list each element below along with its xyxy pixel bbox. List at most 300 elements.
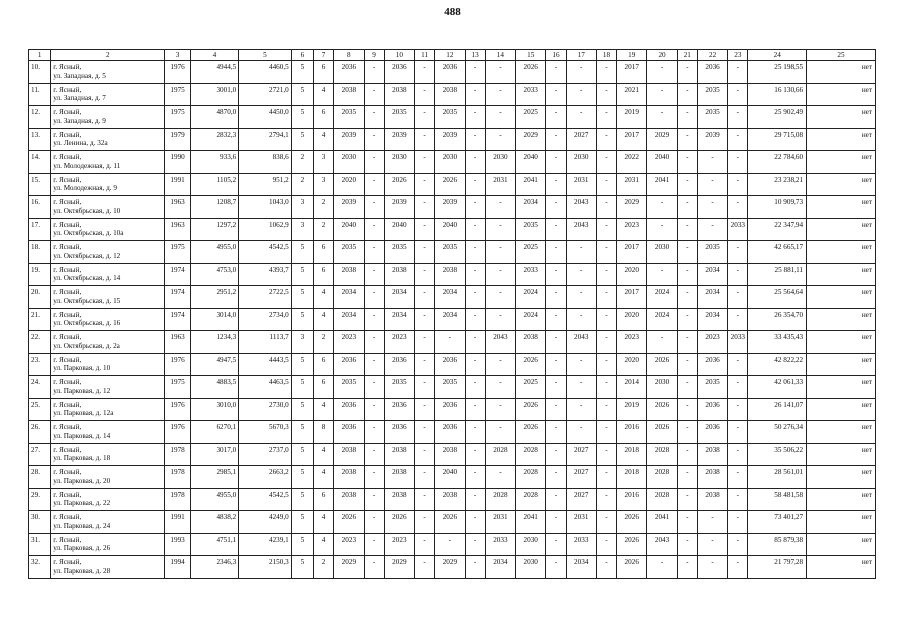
cell-value: - <box>686 310 689 319</box>
cell-value: - <box>686 85 689 94</box>
table-cell <box>51 151 165 174</box>
row-number: 16. <box>31 198 40 206</box>
table-cell <box>29 488 51 511</box>
table-cell <box>165 466 190 489</box>
table-cell <box>465 533 485 556</box>
table-cell <box>29 398 51 421</box>
cell-value: нет <box>861 175 872 184</box>
cell-value: 2040 <box>442 468 458 476</box>
table-cell <box>596 533 616 556</box>
table-cell <box>596 83 616 106</box>
cell-value: - <box>686 333 689 341</box>
cell-value: - <box>736 243 740 251</box>
table-cell <box>596 218 616 241</box>
cell-value: 25 198,55 <box>774 63 804 71</box>
table-cell <box>239 466 292 489</box>
cell-value: 2038 <box>523 333 538 341</box>
table-cell <box>291 398 313 421</box>
cell-value: 2038 <box>392 490 407 499</box>
cell-value: 2036 <box>392 423 407 431</box>
cell-value: 2023 <box>624 333 639 341</box>
cell-value: - <box>473 288 477 296</box>
table-cell <box>291 443 313 466</box>
cell-value: 933,6 <box>220 153 237 161</box>
table-cell <box>516 173 546 196</box>
row-number: 18. <box>31 243 40 251</box>
cell-value: 2034 <box>442 288 458 296</box>
cell-value: нет <box>861 198 872 206</box>
table-cell <box>728 376 748 399</box>
table-cell <box>748 128 807 151</box>
cell-value: - <box>499 265 502 274</box>
table-cell <box>807 128 876 151</box>
cell-value: - <box>580 310 583 319</box>
table-cell <box>807 511 876 534</box>
cell-value: - <box>736 288 740 296</box>
cell-value: 2025 <box>523 378 538 386</box>
table-cell <box>29 173 51 196</box>
table-cell <box>677 263 697 286</box>
table-cell <box>677 286 697 309</box>
address-street: ул. Парковая, д. 24 <box>53 521 111 530</box>
table-cell <box>596 196 616 219</box>
table-cell <box>728 83 748 106</box>
table-cell <box>516 376 546 399</box>
table-cell <box>546 263 566 286</box>
cell-value: 5 <box>300 445 305 454</box>
address-city: г. Ясный, <box>53 333 82 341</box>
table-cell <box>51 331 165 354</box>
table-cell <box>29 511 51 534</box>
address-street: ул. Ленина, д. 32а <box>53 139 108 148</box>
cell-value: 2027 <box>574 468 589 476</box>
cell-value: нет <box>861 468 872 476</box>
cell-value: 3 <box>300 333 305 341</box>
cell-value: 2038 <box>392 85 407 94</box>
cell-value: 2029 <box>392 558 407 566</box>
table-cell <box>566 353 596 376</box>
cell-value: - <box>372 333 376 341</box>
table-cell <box>465 443 485 466</box>
address-street: ул. Западная, д. 9 <box>53 116 106 125</box>
cell-value: 2020 <box>341 175 357 184</box>
address-street: ул. Парковая, д. 12 <box>53 386 111 395</box>
table-cell <box>165 488 190 511</box>
cell-value: - <box>554 63 558 71</box>
table-cell <box>165 286 190 309</box>
table-cell <box>566 331 596 354</box>
cell-value: 2951,2 <box>216 288 237 296</box>
table-cell <box>546 218 566 241</box>
table-cell <box>165 173 190 196</box>
cell-value: - <box>554 243 558 251</box>
cell-value: - <box>660 558 664 566</box>
table-cell <box>566 376 596 399</box>
table-cell <box>239 308 292 331</box>
cell-value: - <box>423 265 426 274</box>
cell-value: - <box>686 378 689 386</box>
cell-value: 1976 <box>170 423 185 431</box>
cell-value: 1975 <box>170 243 185 251</box>
cell-value: 2023 <box>392 535 407 544</box>
address-street: ул. Парковая, д. 18 <box>53 454 111 463</box>
cell-value: - <box>423 310 426 319</box>
table-cell <box>807 443 876 466</box>
cell-value: 2794,1 <box>268 130 289 139</box>
table-cell <box>435 106 465 129</box>
cell-value: 2036 <box>705 355 720 364</box>
cell-value: 2043 <box>654 535 670 544</box>
table-cell <box>165 443 190 466</box>
table-cell <box>29 128 51 151</box>
table-cell <box>415 331 435 354</box>
cell-value: 4870,0 <box>216 108 237 116</box>
table-cell <box>313 511 333 534</box>
cell-value: - <box>736 490 740 499</box>
table-cell <box>435 308 465 331</box>
cell-value: - <box>605 108 608 116</box>
cell-value: 2038 <box>392 265 407 274</box>
cell-value: 2035 <box>392 108 407 116</box>
table-cell <box>485 83 515 106</box>
cell-value: 1976 <box>170 355 185 364</box>
table-cell <box>239 533 292 556</box>
table-cell <box>239 218 292 241</box>
table-cell <box>677 511 697 534</box>
cell-value: 2023 <box>705 333 720 341</box>
cell-value: - <box>554 310 558 319</box>
cell-value: 2035 <box>392 378 407 386</box>
table-cell <box>546 466 566 489</box>
cell-value: 5 <box>300 378 305 386</box>
table-cell <box>485 308 515 331</box>
cell-value: 25 902,49 <box>774 108 804 116</box>
column-header: 6 <box>291 50 313 61</box>
table-cell <box>516 488 546 511</box>
table-cell <box>516 196 546 219</box>
cell-value: - <box>473 153 477 161</box>
cell-value: 1976 <box>170 63 185 71</box>
table-cell <box>697 556 727 579</box>
cell-value: - <box>473 108 477 116</box>
cell-value: - <box>686 535 689 544</box>
cell-value: 10 909,73 <box>774 198 804 206</box>
cell-value: - <box>372 310 376 319</box>
cell-value: 2043 <box>493 333 508 341</box>
cell-value: - <box>686 423 689 431</box>
cell-value: 2028 <box>493 445 508 454</box>
cell-value: 2033 <box>730 220 745 229</box>
table-cell <box>697 398 727 421</box>
table-cell <box>596 331 616 354</box>
cell-value: - <box>711 513 714 521</box>
table-cell <box>364 308 384 331</box>
cell-value: 2035 <box>341 108 357 116</box>
table-row <box>29 511 876 534</box>
table-cell <box>364 533 384 556</box>
table-cell <box>415 488 435 511</box>
cell-value: - <box>473 310 477 319</box>
table-cell <box>677 241 697 264</box>
cell-value: - <box>605 333 608 341</box>
table-cell <box>165 421 190 444</box>
cell-value: 1978 <box>170 490 185 499</box>
cell-value: 838,6 <box>272 153 289 161</box>
cell-value: 2034 <box>705 265 720 274</box>
cell-value: - <box>372 85 376 94</box>
cell-value: - <box>423 220 426 229</box>
table-cell <box>313 263 333 286</box>
cell-value: - <box>660 220 664 229</box>
table-cell <box>617 511 647 534</box>
cell-value: - <box>423 108 426 116</box>
cell-value: - <box>580 400 583 409</box>
cell-value: - <box>499 378 502 386</box>
table-cell <box>415 128 435 151</box>
table-cell <box>596 511 616 534</box>
table-cell <box>647 173 677 196</box>
cell-value: - <box>605 175 608 184</box>
cell-value: 4443,5 <box>268 355 289 364</box>
table-cell <box>516 556 546 579</box>
table-cell <box>435 421 465 444</box>
cell-value: 4 <box>321 445 326 454</box>
cell-value: - <box>499 63 502 71</box>
table-cell <box>647 421 677 444</box>
table-cell <box>516 308 546 331</box>
table-cell <box>647 106 677 129</box>
table-cell <box>465 128 485 151</box>
table-cell <box>29 421 51 444</box>
table-cell <box>190 331 239 354</box>
table-cell <box>807 376 876 399</box>
table-row <box>29 218 876 241</box>
table-cell <box>485 376 515 399</box>
cell-value: 25 881,11 <box>774 265 804 274</box>
table-cell <box>364 398 384 421</box>
table-cell <box>647 556 677 579</box>
table-cell <box>415 61 435 84</box>
table-cell <box>415 241 435 264</box>
table-cell <box>291 218 313 241</box>
table-cell <box>677 128 697 151</box>
table-cell <box>291 196 313 219</box>
cell-value: 2018 <box>624 468 639 476</box>
table-cell <box>334 83 364 106</box>
table-cell <box>384 466 414 489</box>
table-cell <box>647 241 677 264</box>
cell-value: - <box>736 378 740 386</box>
cell-value: 2033 <box>523 85 538 94</box>
row-number: 29. <box>31 490 40 499</box>
cell-value: 5 <box>300 310 305 319</box>
cell-value: 2038 <box>442 445 458 454</box>
address-street: ул. Октябрьская, д. 10а <box>53 229 124 238</box>
cell-value: нет <box>861 220 872 229</box>
table-cell <box>647 308 677 331</box>
cell-value: - <box>605 378 608 386</box>
cell-value: 5 <box>300 468 305 476</box>
column-header: 22 <box>697 50 727 61</box>
address-street: ул. Парковая, д. 28 <box>53 566 111 575</box>
cell-value: 6270,1 <box>216 423 237 431</box>
table-cell <box>728 421 748 444</box>
row-number: 15. <box>31 175 40 184</box>
cell-value: - <box>473 400 477 409</box>
table-cell <box>807 106 876 129</box>
table-body <box>29 61 876 579</box>
cell-value: 2034 <box>705 288 720 296</box>
table-cell <box>51 466 165 489</box>
cell-value: 4542,5 <box>268 490 289 499</box>
table-cell <box>485 488 515 511</box>
table-cell <box>165 376 190 399</box>
table-cell <box>728 398 748 421</box>
cell-value: 2029 <box>654 130 670 139</box>
table-cell <box>748 533 807 556</box>
row-number: 30. <box>31 513 40 521</box>
cell-value: - <box>473 63 477 71</box>
table-cell <box>29 151 51 174</box>
cell-value: 2023 <box>624 220 639 229</box>
cell-value: 2721,0 <box>268 85 289 94</box>
cell-value: 1963 <box>170 220 185 229</box>
table-cell <box>190 443 239 466</box>
table-row <box>29 466 876 489</box>
cell-value: 2028 <box>654 490 670 499</box>
cell-value: - <box>580 355 583 364</box>
cell-value: 2041 <box>654 175 670 184</box>
cell-value: 2020 <box>624 310 639 319</box>
cell-value: - <box>580 85 583 94</box>
table-cell <box>313 173 333 196</box>
cell-value: - <box>372 378 376 386</box>
table-cell <box>617 308 647 331</box>
cell-value: 6 <box>321 490 326 499</box>
table-cell <box>807 61 876 84</box>
table-cell <box>566 488 596 511</box>
column-header: 23 <box>728 50 748 61</box>
cell-value: 2014 <box>624 378 639 386</box>
cell-value: 2036 <box>705 423 720 431</box>
cell-value: - <box>686 243 689 251</box>
cell-value: 2026 <box>523 63 538 71</box>
cell-value: 29 715,08 <box>774 130 804 139</box>
table-cell <box>29 263 51 286</box>
cell-value: - <box>473 490 477 499</box>
table-cell <box>546 286 566 309</box>
table-cell <box>617 218 647 241</box>
cell-value: - <box>423 243 426 251</box>
column-header: 5 <box>239 50 292 61</box>
table-cell <box>415 196 435 219</box>
cell-value: 2023 <box>392 333 407 341</box>
cell-value: - <box>554 490 558 499</box>
cell-value: - <box>423 333 426 341</box>
table-cell <box>566 443 596 466</box>
table-cell <box>364 353 384 376</box>
table-cell <box>364 511 384 534</box>
table-cell <box>465 331 485 354</box>
housing-table <box>28 49 876 579</box>
table-cell <box>29 353 51 376</box>
table-row <box>29 308 876 331</box>
cell-value: 4 <box>321 310 326 319</box>
table-cell <box>239 83 292 106</box>
cell-value: - <box>423 378 426 386</box>
cell-value: - <box>605 558 608 566</box>
cell-value: 2040 <box>523 153 538 161</box>
cell-value: 2028 <box>523 490 538 499</box>
table-cell <box>364 151 384 174</box>
table-cell <box>239 511 292 534</box>
cell-value: - <box>372 130 376 139</box>
table-cell <box>546 173 566 196</box>
table-cell <box>728 443 748 466</box>
cell-value: 1993 <box>170 535 185 544</box>
cell-value: 2025 <box>523 243 538 251</box>
table-cell <box>313 533 333 556</box>
cell-value: 4460,5 <box>268 63 289 71</box>
table-cell <box>364 83 384 106</box>
table-cell <box>728 331 748 354</box>
table-cell <box>239 263 292 286</box>
table-cell <box>485 556 515 579</box>
table-cell <box>435 533 465 556</box>
table-cell <box>546 376 566 399</box>
table-cell <box>291 421 313 444</box>
table-cell <box>697 353 727 376</box>
table-cell <box>617 173 647 196</box>
table-cell <box>435 398 465 421</box>
cell-value: 2036 <box>392 63 407 71</box>
table-cell <box>190 421 239 444</box>
table-cell <box>728 511 748 534</box>
table-cell <box>677 61 697 84</box>
table-cell <box>291 511 313 534</box>
table-cell <box>165 353 190 376</box>
cell-value: 2039 <box>341 198 357 206</box>
table-cell <box>617 376 647 399</box>
table-cell <box>415 173 435 196</box>
table-cell <box>334 331 364 354</box>
cell-value: - <box>736 558 740 566</box>
cell-value: 6 <box>321 355 326 364</box>
cell-value: - <box>605 153 608 161</box>
table-cell <box>546 106 566 129</box>
cell-value: 2038 <box>341 490 357 499</box>
table-cell <box>384 241 414 264</box>
column-header: 3 <box>165 50 190 61</box>
table-cell <box>29 61 51 84</box>
table-cell <box>415 398 435 421</box>
table-cell <box>748 241 807 264</box>
cell-value: 2038 <box>341 85 357 94</box>
table-cell <box>546 196 566 219</box>
cell-value: нет <box>861 153 872 161</box>
cell-value: 2035 <box>442 243 458 251</box>
table-cell <box>617 443 647 466</box>
table-cell <box>516 421 546 444</box>
cell-value: 2024 <box>523 310 538 319</box>
table-cell <box>465 488 485 511</box>
cell-value: - <box>423 63 426 71</box>
table-cell <box>190 488 239 511</box>
cell-value: - <box>686 175 689 184</box>
table-cell <box>313 443 333 466</box>
table-cell <box>51 286 165 309</box>
cell-value: 2026 <box>523 423 538 431</box>
